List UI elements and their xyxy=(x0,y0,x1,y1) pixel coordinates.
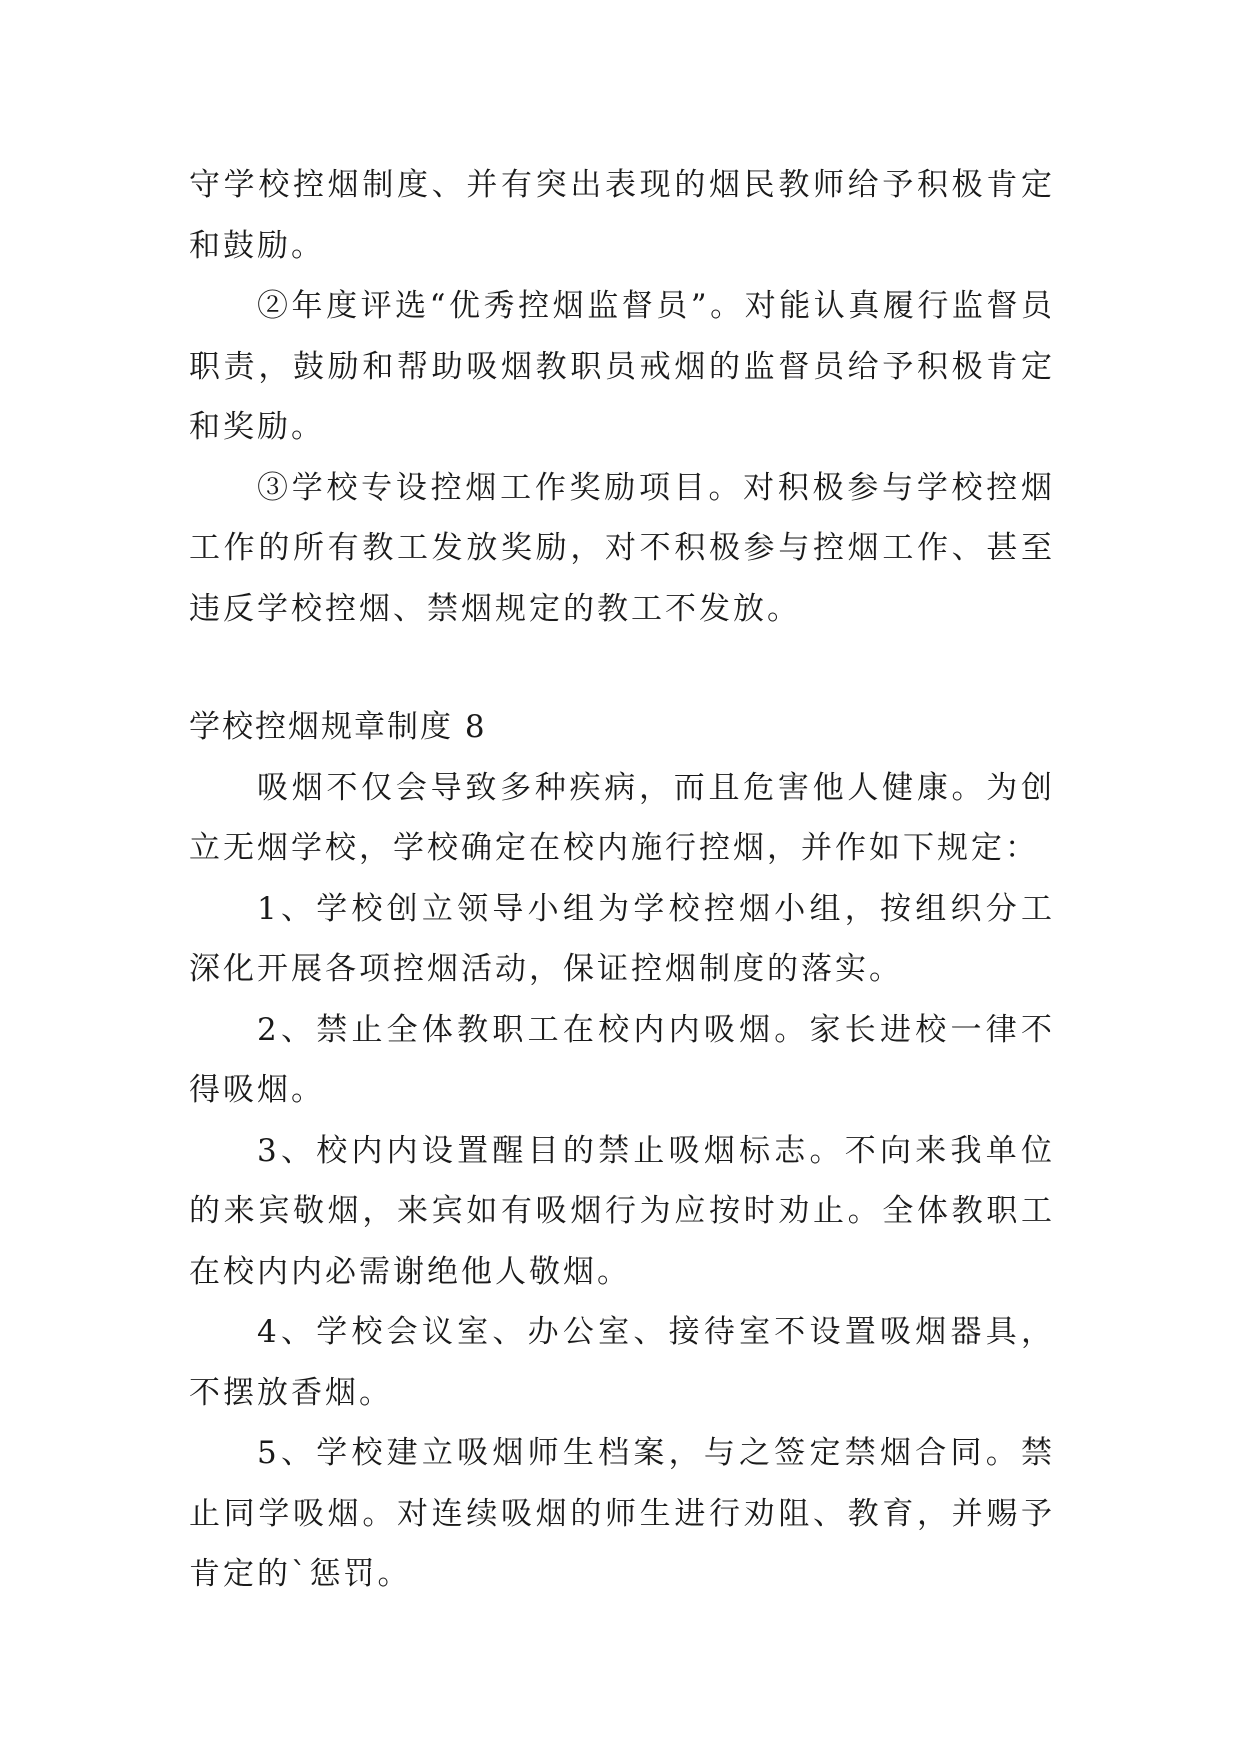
rule-item-5: 5、学校建立吸烟师生档案，与之签定禁烟合同。禁止同学吸烟。对连续吸烟的师生进行劝阻、教育，并赐予肯定的`惩罚。 xyxy=(189,1435,1055,1592)
rule-item-3: 3、校内内设置醒目的禁止吸烟标志。不向来我单位的来宾敬烟，来宾如有吸烟行为应按时劝止。全体教职工在校内内必需谢绝他人敬烟。 xyxy=(189,1132,1055,1290)
paragraph-continuation: 守学校控烟制度、并有突出表现的烟民教师给予积极肯定和鼓励。 xyxy=(189,167,1055,264)
section-title: 学校控烟规章制度 8 xyxy=(189,709,487,745)
paragraph-intro: 吸烟不仅会导致多种疾病，而且危害他人健康。为创立无烟学校，学校确定在校内施行控烟，并作如下规定： xyxy=(189,769,1055,866)
rule-item-4: 4、学校会议室、办公室、接待室不设置吸烟器具，不摆放香烟。 xyxy=(189,1314,1055,1411)
paragraph-award-project: ③学校专设控烟工作奖励项目。对积极参与学校控烟工作的所有教工发放奖励，对不积极参与控烟工作、甚至违反学校控烟、禁烟规定的教工不发放。 xyxy=(189,469,1055,627)
rule-item-1: 1、学校创立领导小组为学校控烟小组，按组织分工深化开展各项控烟活动，保证控烟制度的落实。 xyxy=(189,890,1055,987)
section-spacer xyxy=(189,639,1055,697)
document-body xyxy=(189,155,1055,1605)
paragraph-award-supervisor: ②年度评选“优秀控烟监督员”。对能认真履行监督员职责，鼓励和帮助吸烟教职员戒烟的监督员给予积极肯定和奖励。 xyxy=(189,288,1055,445)
rule-item-2: 2、禁止全体教职工在校内内吸烟。家长进校一律不得吸烟。 xyxy=(189,1011,1055,1108)
